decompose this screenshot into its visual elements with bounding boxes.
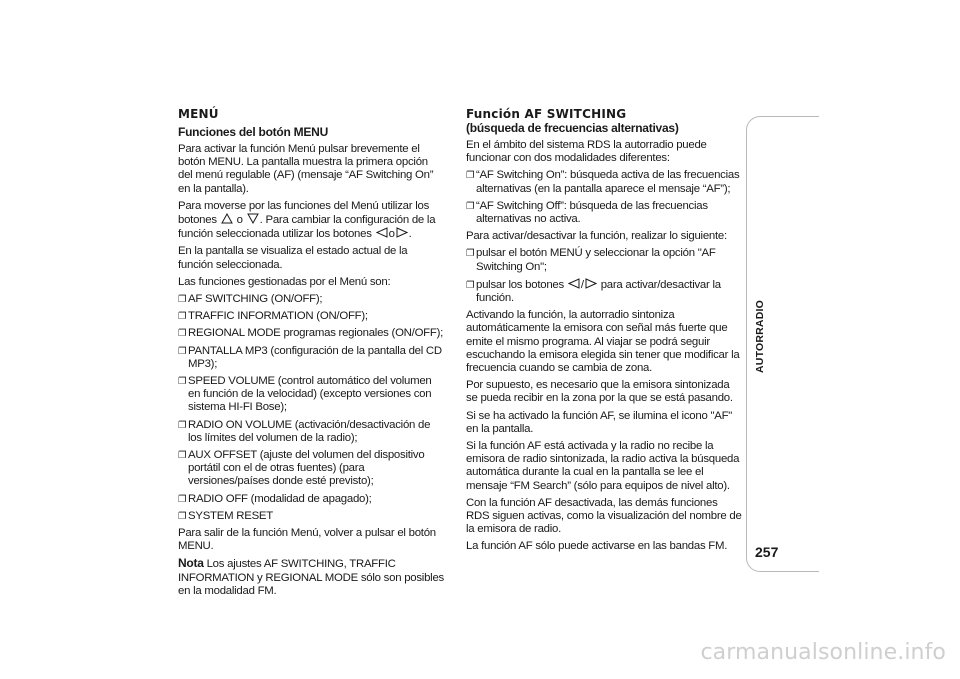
checkbox-bullet-icon: ❐	[466, 200, 475, 212]
checkbox-bullet-icon: ❐	[178, 328, 187, 340]
note-label: Nota	[178, 556, 204, 571]
list-item: ❐ RADIO OFF (modalidad de apagado);	[178, 492, 372, 505]
checkbox-bullet-icon: ❐	[178, 294, 187, 306]
checkbox-bullet-icon: ❐	[466, 279, 475, 291]
list-item: ❐ SPEED VOLUME (control automático del volumen en función de la velocidad) (excepto versiones con sistema HI-FI Bose);	[178, 375, 432, 414]
triangle-right-icon	[585, 278, 597, 289]
paragraph: Por supuesto, es necesario que la emisora sintonizada se pueda recibir en la zona por la que se está pasando.	[466, 379, 733, 405]
note-text: Los ajustes AF SWITCHING, TRAFFIC INFORMATION y REGIONAL MODE sólo son posibles en la modalidad FM.	[178, 558, 444, 597]
list-item: ❐ SYSTEM RESET	[178, 509, 273, 522]
triangle-down-icon	[247, 213, 259, 224]
note	[178, 557, 444, 598]
paragraph: En el ámbito del sistema RDS la autorradio puede funcionar con dos modalidades diferentes:	[466, 139, 707, 165]
list-item: ❐ pulsar el botón MENÚ y seleccionar la opción "AF Switching On";	[466, 247, 716, 273]
triangle-left-icon	[376, 227, 388, 238]
subheading-af-switching: (búsqueda de frecuencias alternativas)	[466, 121, 679, 135]
list-item: ❐ TRAFFIC INFORMATION (ON/OFF);	[178, 310, 368, 323]
page-number: 257	[755, 544, 779, 560]
right-column	[466, 107, 742, 558]
checkbox-bullet-icon: ❐	[178, 376, 187, 388]
menu-functions-list	[178, 293, 444, 523]
triangle-left-icon	[568, 278, 580, 289]
list-item: ❐ AUX OFFSET (ajuste del volumen del dispositivo portátil con el de otras fuentes) (para versiones/países donde esté previsto);	[178, 449, 425, 488]
triangle-right-icon	[396, 227, 408, 238]
list-item: ❐ REGIONAL MODE programas regionales (ON/OFF);	[178, 327, 444, 340]
paragraph: En la pantalla se visualiza el estado actual de la función seleccionada.	[178, 245, 408, 271]
paragraph: La función AF sólo puede activarse en las bandas FM.	[466, 540, 728, 553]
paragraph: Si la función AF está activada y la radio no recibe la emisora de radio sintonizada, la radio activa la búsqueda automática durante la cual en la pantalla se lee el mensaje “FM Search” (sólo para equipos de nivel alto).	[466, 440, 740, 492]
checkbox-bullet-icon: ❐	[178, 311, 187, 323]
paragraph-buttons: Para moverse por las funciones del Menú utilizar los botones o . Para cambiar la configuración de la función seleccionada utilizar los botones o .	[178, 199, 436, 241]
paragraph: Activando la función, la autorradio sintoniza automáticamente la emisora con señal más fuerte que emite el mismo programa. Al viajar se podrá seguir escuchando la emisora elegida sin tener que modificar la frecuencia cuando se cambia de zona.	[466, 309, 740, 375]
checkbox-bullet-icon: ❐	[178, 510, 187, 522]
checkbox-bullet-icon: ❐	[178, 345, 187, 357]
checkbox-bullet-icon: ❐	[466, 248, 475, 260]
list-item: ❐ PANTALLA MP3 (configuración de la pantalla del CD MP3);	[178, 344, 442, 370]
subheading-menu-functions: Funciones del botón MENU	[178, 125, 328, 139]
checkbox-bullet-icon: ❐	[466, 170, 475, 182]
paragraph: Para activar/desactivar la función, realizar lo siguiente:	[466, 230, 727, 243]
list-item: ❐ AF SWITCHING (ON/OFF);	[178, 293, 323, 306]
section-heading-menu: MENÚ	[178, 107, 219, 121]
paragraph: Si se ha activado la función AF, se ilumina el icono "AF" en la pantalla.	[466, 409, 733, 435]
list-item: ❐ “AF Switching On”: búsqueda activa de las frecuencias alternativas (en la pantalla aparece el mensaje “AF”);	[466, 169, 740, 195]
paragraph: Con la función AF desactivada, las demás funciones RDS siguen activas, como la visualización del nombre de la emisora de radio.	[466, 496, 742, 536]
checkbox-bullet-icon: ❐	[178, 419, 187, 431]
list-item: ❐ “AF Switching Off”: búsqueda de las frecuencias alternativas no activa.	[466, 199, 708, 226]
list-item: ❐ RADIO ON VOLUME (activación/desactivación de los límites del volumen de la radio);	[178, 418, 431, 444]
triangle-up-icon	[221, 213, 233, 224]
list-item: ❐ pulsar los botones / para activar/desactivar la función.	[466, 278, 721, 305]
watermark: carmanualsonline.info	[700, 640, 946, 665]
paragraph: Para salir de la función Menú, volver a pulsar el botón MENU.	[178, 527, 436, 553]
checkbox-bullet-icon: ❐	[178, 493, 187, 505]
section-heading-af-switching: Función AF SWITCHING	[466, 107, 627, 121]
paragraph: Las funciones gestionadas por el Menú son:	[178, 275, 391, 288]
checkbox-bullet-icon: ❐	[178, 450, 187, 462]
paragraph: Para activar la función Menú pulsar brevemente el botón MENU. La pantalla muestra la primera opción del menú regulable (AF) (mensaje “AF Switching On” en la pantalla).	[178, 143, 434, 195]
left-column	[178, 107, 444, 602]
chapter-tab-label: AUTORRADIO	[754, 300, 766, 374]
